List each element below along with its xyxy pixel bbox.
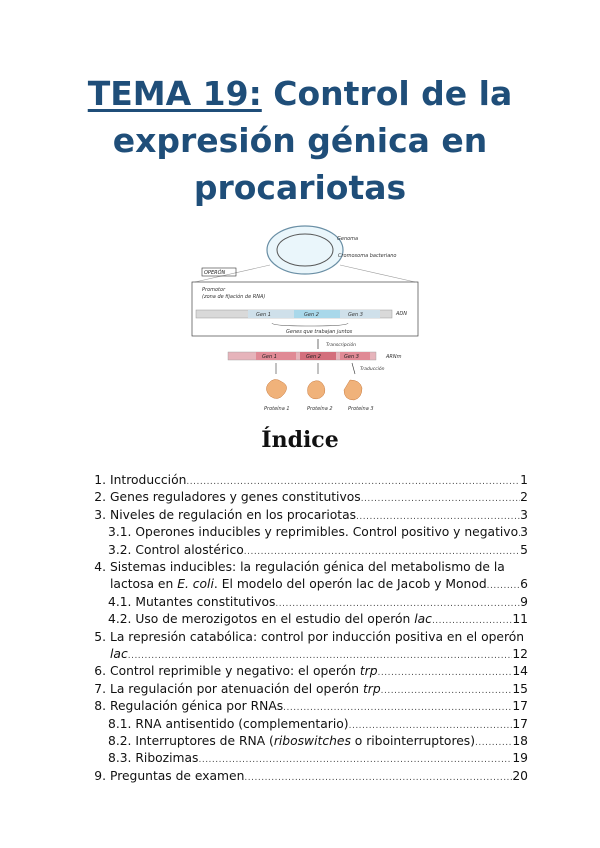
toc-entry[interactable]: 2. Genes reguladores y genes constitutivos ..... 2 [88, 489, 528, 506]
label-operon: OPERÓN [204, 270, 226, 276]
label-arn-gen3: Gen 3 [344, 354, 359, 360]
title-line1: Control de la [261, 74, 513, 113]
label-protein2: Proteína 2 [307, 406, 333, 412]
toc-entry[interactable]: 3.1. Operones inducibles y reprimibles. Control positivo y negativo ..... 3 [88, 524, 528, 541]
toc-entry[interactable]: 5. La represión catabólica: control por inducción positiva en el operón lac ..... 12 [88, 629, 528, 664]
title-line2: expresión génica en [112, 121, 488, 160]
label-genes-trabajan: Genes que trabajan juntos [286, 329, 353, 335]
label-protein1: Proteína 1 [264, 406, 290, 412]
label-arnm: ARNm [386, 354, 402, 360]
label-arn-gen2: Gen 2 [306, 354, 321, 360]
toc-entry[interactable]: 8. Regulación génica por RNAs ..... 17 [88, 698, 528, 715]
toc-entry[interactable]: 8.3. Ribozimas ..... 19 [88, 750, 528, 767]
toc-entry[interactable]: 6. Control reprimible y negativo: el operón trp ..... 14 [88, 663, 528, 680]
label-protein3: Proteína 3 [348, 406, 374, 412]
title-line3: procariotas [193, 168, 407, 207]
toc-entry[interactable]: 3.2. Control alostérico ..... 5 [88, 542, 528, 559]
toc-entry[interactable]: 4.1. Mutantes constitutivos ..... 9 [88, 594, 528, 611]
label-genoma: Genoma [337, 236, 359, 242]
toc-entry[interactable]: 7. La regulación por atenuación del operón trp ..... 15 [88, 681, 528, 698]
toc-entry[interactable]: 9. Preguntas de examen ..... 20 [88, 768, 528, 785]
label-adn: ADN [396, 311, 408, 317]
index-heading: Índice [261, 427, 339, 453]
toc-entry[interactable]: 3. Niveles de regulación en los procariotas ..... 3 [88, 507, 528, 524]
table-of-contents [88, 472, 528, 785]
label-gen2: Gen 2 [304, 312, 319, 318]
document-title [0, 70, 600, 211]
label-traduccion: Traducción [360, 367, 385, 372]
toc-entry[interactable]: 1. Introducción ..... 1 [88, 472, 528, 489]
label-transcripcion: Transcripción [326, 343, 356, 348]
label-gen1: Gen 1 [256, 312, 271, 318]
operon-diagram [190, 222, 420, 418]
label-promotor-note: (zona de fijación de RNA) [202, 294, 266, 300]
toc-entry[interactable]: 8.1. RNA antisentido (complementario) ..... 17 [88, 716, 528, 733]
title-prefix: TEMA 19: [87, 74, 262, 113]
toc-entry[interactable]: 4.2. Uso de merozigotos en el estudio del operón lac ..... 11 [88, 611, 528, 628]
toc-entry[interactable]: 4. Sistemas inducibles: la regulación génica del metabolismo de la lactosa en E. coli. El modelo del operón lac de Jacob y Monod ..... 6 [88, 559, 528, 594]
label-gen3: Gen 3 [348, 312, 363, 318]
label-arn-gen1: Gen 1 [262, 354, 277, 360]
label-promotor: Promotor [202, 287, 226, 293]
label-cromosoma: Cromosoma bacteriano [338, 253, 397, 259]
toc-entry[interactable]: 8.2. Interruptores de RNA (riboswitches o ribointerruptores) ..... 18 [88, 733, 528, 750]
